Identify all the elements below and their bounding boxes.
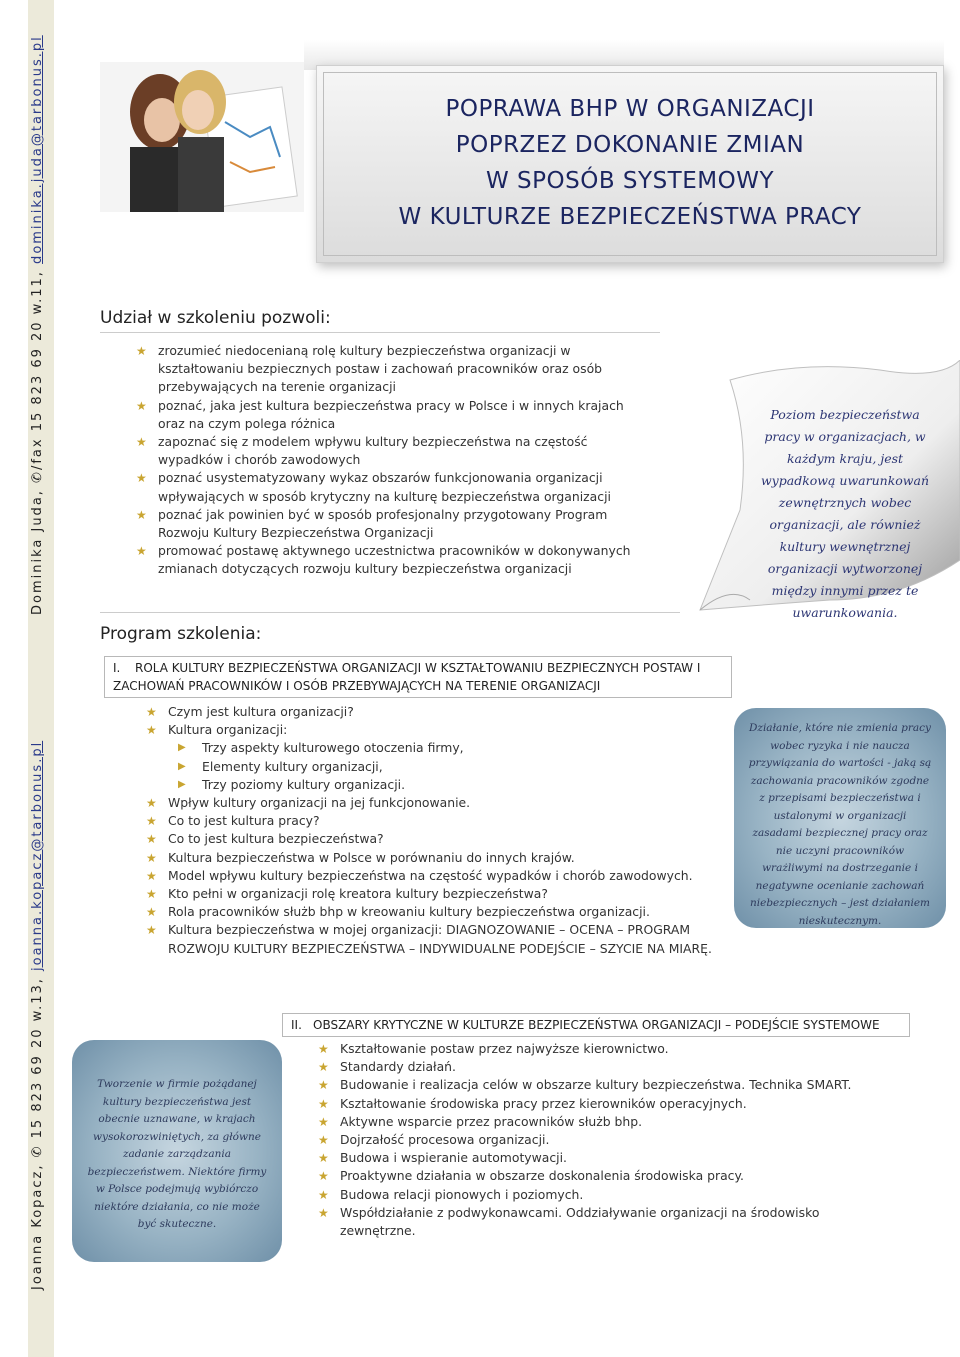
- intro-heading: Udział w szkoleniu pozwoli:: [100, 308, 331, 328]
- email-link-joanna[interactable]: joanna.kopacz@tarbonus.pl: [30, 740, 45, 971]
- triangle-bullet-icon: ▶: [178, 778, 186, 790]
- quote-note-left: [72, 1040, 282, 1262]
- list-item: ★ poznać, jaka jest kultura bezpieczeństwa pracy w Polsce i w innych krajach oraz na czym polega różnica: [136, 397, 624, 431]
- list-item: ★ promować postawę aktywnego uczestnictwa pracowników w dokonywanych zmianach dotyczących rozwoju kultury bezpieczeństwa organizacji: [136, 543, 631, 577]
- email-link-dominika[interactable]: dominika.juda@tarbonus.pl: [30, 35, 45, 264]
- list-item: ★ Kształtowanie postaw przez najwyższe kierownictwo.: [318, 1040, 878, 1058]
- list-item: ★ Rola pracowników służb bhp w kreowaniu kultury bezpieczeństwa organizacji.: [146, 903, 716, 921]
- list-item: ★ Proaktywne działania w obszarze doskonalenia środowiska pracy.: [318, 1167, 878, 1185]
- phone-icon: ✆: [30, 470, 45, 483]
- list-item: ★ zapoznać się z modelem wpływu kultury bezpieczeństwa na częstość wypadków i chorób zawodowych: [136, 434, 588, 468]
- star-icon: ★: [318, 1114, 329, 1129]
- title-line-2: POPRZEZ DOKONANIE ZMIAN: [455, 132, 805, 158]
- section-1-list: [146, 703, 716, 958]
- sub-list-item: ▶ Trzy aspekty kulturowego otoczenia firmy,: [168, 739, 716, 757]
- star-icon: ★: [136, 344, 147, 358]
- list-item: ★ Kto pełni w organizacji rolę kreatora kultury bezpieczeństwa?: [146, 885, 716, 903]
- star-icon: ★: [136, 471, 147, 486]
- list-item: ★ Model wpływu kultury bezpieczeństwa na częstość wypadków i chorób zawodowych.: [146, 867, 716, 885]
- divider: [100, 332, 660, 333]
- contact-bottom: Joanna Kopacz, ✆ 15 823 69 20 w.13, joanna.kopacz@tarbonus.pl: [30, 740, 45, 1290]
- star-icon: ★: [146, 905, 157, 920]
- star-icon: ★: [318, 1205, 329, 1220]
- list-item: ★ Budowanie i realizacja celów w obszarze kultury bezpieczeństwa. Technika SMART.: [318, 1076, 878, 1094]
- list-item: ★ Kultura bezpieczeństwa w mojej organizacji: DIAGNOZOWANIE – OCENA – PROGRAM ROZWOJU KULTURY BEZPIECZEŃSTWA – INDYWIDUALNE PODEJŚCIE – SZYCIE NA MIARĘ.: [146, 922, 712, 956]
- quote-note-right-text: Działanie, które nie zmienia pracy wobec ryzyka i nie naucza przywiązania do wartości - jaką są zachowania pracowników zgodne z przepisami bezpieczeństwa i ustalonymi w organizacji zasadami bezpiecznej pracy oraz nie uczyni pracowników wrażliwymi na dostrzeganie i negatywne ocenianie zachowań niebezpiecznych – jest działaniem nieskutecznym.: [748, 722, 932, 927]
- star-icon: ★: [318, 1096, 329, 1111]
- list-item: ★ poznać usystematyzowany wykaz obszarów funkcjonowania organizacji wpływających w sposób krytyczny na kulturę bezpieczeństwa organizacji: [136, 470, 611, 504]
- star-icon: ★: [146, 832, 157, 847]
- triangle-bullet-icon: ▶: [178, 760, 186, 772]
- star-icon: ★: [318, 1187, 329, 1202]
- sub-list-item: ▶ Trzy poziomy kultury organizacji.: [168, 776, 716, 794]
- list-item: ★ Wpływ kultury organizacji na jej funkcjonowanie.: [146, 794, 716, 812]
- list-item: ★ Współdziałanie z podwykonawcami. Oddziaływanie organizacji na środowisko zewnętrzne.: [318, 1204, 820, 1239]
- list-item: ★ Standardy działań.: [318, 1058, 878, 1076]
- contact-top: Dominika Juda, ✆/fax 15 823 69 20 w.11, dominika.juda@tarbonus.pl: [30, 35, 45, 615]
- list-item: ★ Budowa i wspieranie automotywacji.: [318, 1149, 878, 1167]
- star-icon: ★: [146, 868, 157, 883]
- star-icon: ★: [136, 544, 147, 559]
- star-icon: ★: [318, 1151, 329, 1166]
- divider: [100, 612, 680, 613]
- title-box: [316, 65, 944, 263]
- phone-icon: ✆: [30, 1144, 45, 1158]
- list-item: ★ Dojrzałość procesowa organizacji.: [318, 1131, 878, 1149]
- program-heading: Program szkolenia:: [100, 624, 262, 644]
- star-icon: ★: [146, 814, 157, 829]
- section-1-heading: I. ROLA KULTURY BEZPIECZEŃSTWA ORGANIZACJI W KSZTAŁTOWANIU BEZPIECZNYCH POSTAW I ZACHOWAŃ PRACOWNIKÓW I OSÓB PRZEBYWAJĄCYCH NA TERENIE ORGANIZACJI: [104, 656, 732, 698]
- section-2-heading: II. OBSZARY KRYTYCZNE W KULTURZE BEZPIECZEŃSTWA ORGANIZACJI – PODEJŚCIE SYSTEMOWE: [282, 1013, 910, 1037]
- star-icon: ★: [136, 435, 147, 450]
- sub-list: [168, 739, 716, 794]
- star-icon: ★: [146, 796, 157, 811]
- star-icon: ★: [318, 1133, 329, 1148]
- list-item: ★ poznać jak powinien być w sposób profesjonalny przygotowany Program Rozwoju Kultury Bezpieczeństwa Organizacji: [136, 506, 608, 541]
- star-icon: ★: [146, 723, 157, 738]
- star-icon: ★: [146, 705, 157, 719]
- list-item: ★ Czym jest kultura organizacji?: [146, 703, 716, 721]
- list-item: ★ Aktywne wsparcie przez pracowników służb bhp.: [318, 1113, 878, 1131]
- list-item: ★ Co to jest kultura pracy?: [146, 812, 716, 830]
- list-item: ★ zrozumieć niedocenianą rolę kultury bezpieczeństwa organizacji w kształtowaniu bezpiecznych postaw i zachowań pracowników oraz osób przebywających na terenie organizacji: [136, 343, 603, 395]
- star-icon: ★: [318, 1169, 329, 1184]
- intro-list: [136, 342, 636, 579]
- quote-note-left-text: Tworzenie w firmie pożądanej kultury bezpieczeństwa jest obecnie uznawane, w krajach wysokorozwiniętych, za główne zadanie zarządzania bezpieczeństwem. Niektóre firmy w Polsce podejmują wybiórczo niektóre działania, co nie może być skuteczne.: [87, 1078, 267, 1230]
- star-icon: ★: [318, 1042, 329, 1056]
- star-icon: ★: [136, 507, 147, 522]
- triangle-bullet-icon: ▶: [178, 742, 186, 754]
- quote-note-right: [734, 708, 946, 928]
- star-icon: ★: [318, 1078, 329, 1093]
- section-2-list: [318, 1040, 878, 1240]
- star-icon: ★: [318, 1060, 329, 1075]
- title-line-4: W KULTURZE BEZPIECZEŃSTWA PRACY: [398, 204, 862, 230]
- list-item: ★ Kształtowanie środowiska pracy przez kierowników operacyjnych.: [318, 1095, 878, 1113]
- star-icon: ★: [146, 923, 157, 938]
- list-item: ★ Co to jest kultura bezpieczeństwa?: [146, 830, 716, 848]
- list-item: ★ Kultura organizacji: ▶ Trzy aspekty kulturowego otoczenia firmy, ▶ Elementy kultury organizacji, ▶ Trzy poziomy kultury organizacji.: [146, 721, 716, 794]
- star-icon: ★: [146, 850, 157, 865]
- star-icon: ★: [146, 887, 157, 902]
- header-photo: [100, 62, 304, 212]
- list-item: ★ Budowa relacji pionowych i poziomych.: [318, 1186, 878, 1204]
- title-line-1: POPRAWA BHP W ORGANIZACJI: [445, 96, 815, 122]
- sub-list-item: ▶ Elementy kultury organizacji,: [168, 758, 716, 776]
- list-item: ★ Kultura bezpieczeństwa w Polsce w porównaniu do innych krajów.: [146, 849, 716, 867]
- title-line-3: W SPOSÓB SYSTEMOWY: [486, 168, 774, 194]
- curl-note-text: Poziom bezpieczeństwa pracy w organizacjach, w każdym kraju, jest wypadkową uwarunkowań zewnętrznych wobec organizacji, ale również kultury wewnętrznej organizacji wytworzonej między innymi przez te uwarunkowania.: [760, 407, 930, 620]
- star-icon: ★: [136, 398, 147, 413]
